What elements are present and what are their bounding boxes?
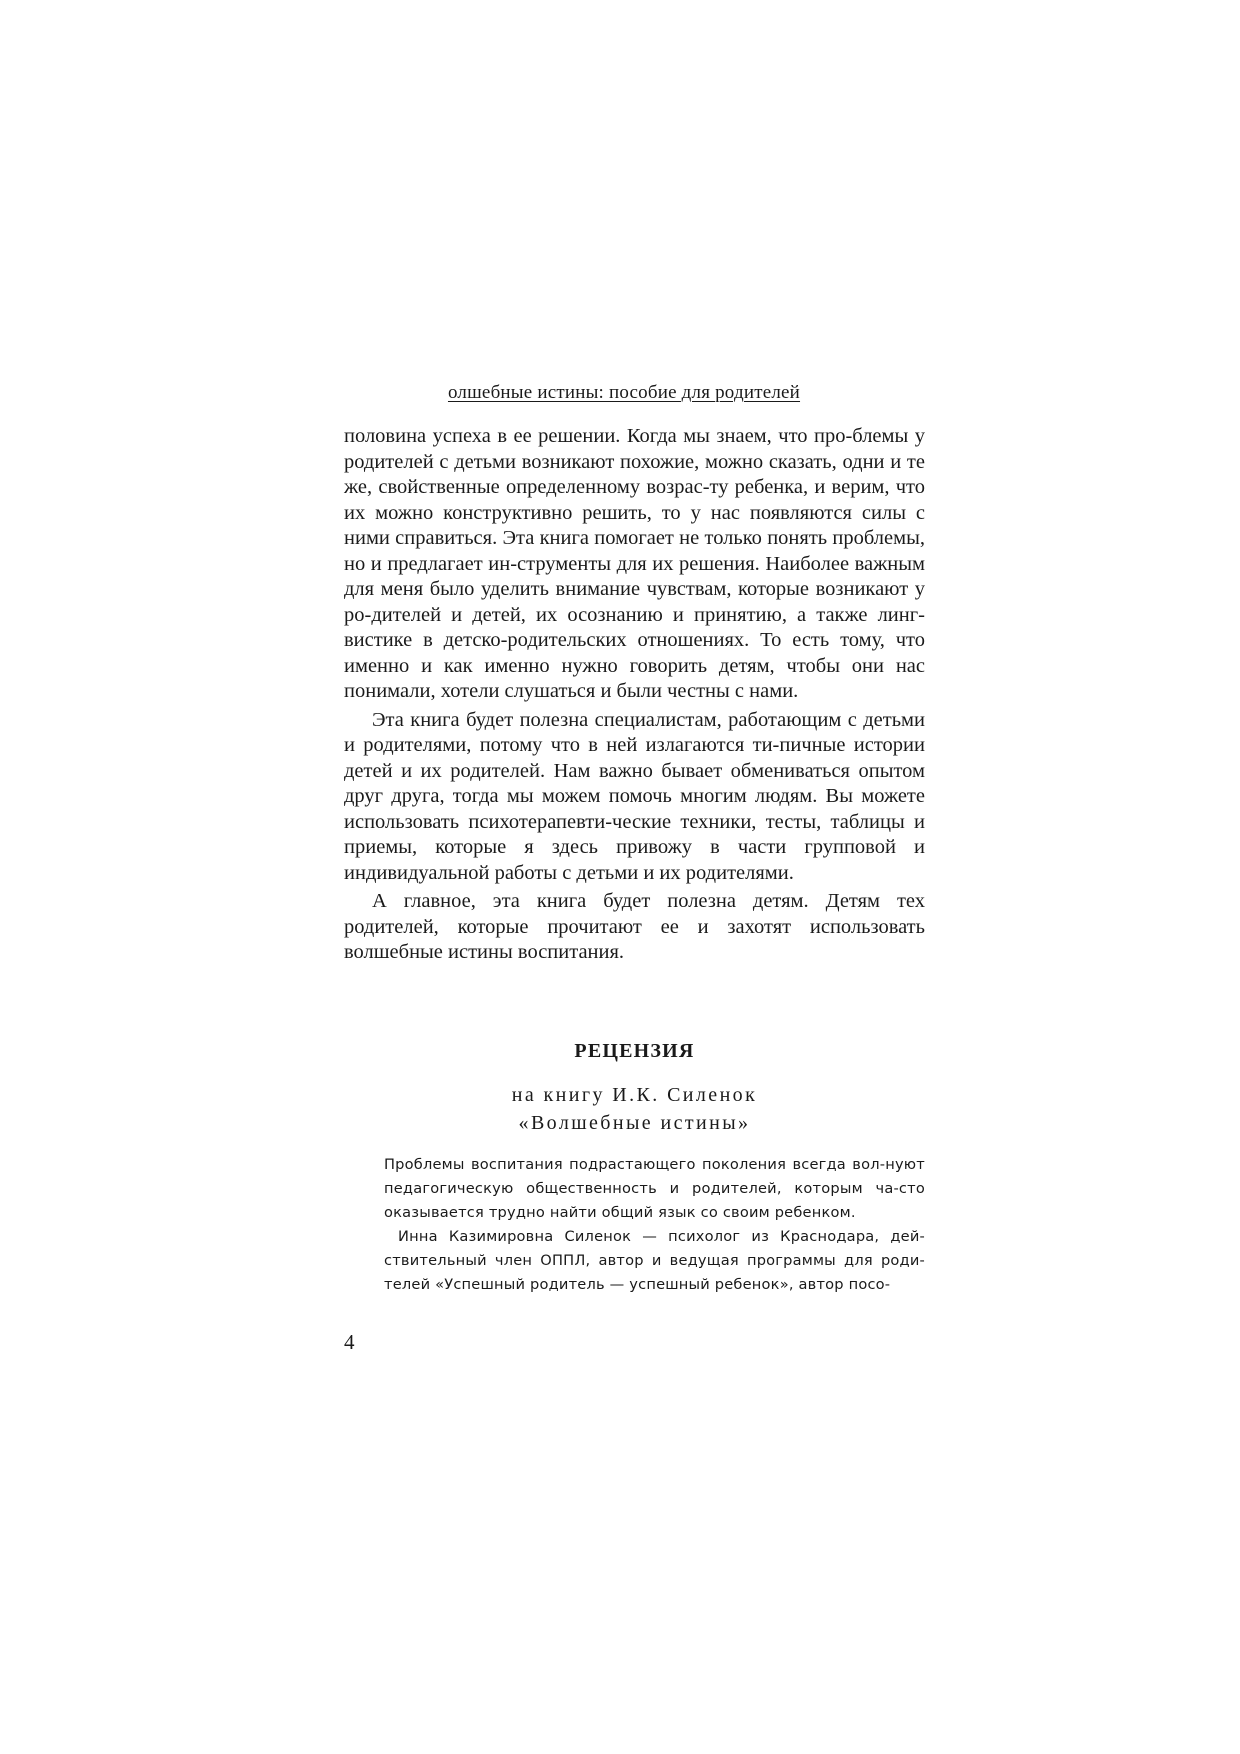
running-header-text: олшебные истины: пособие для родителей [447, 382, 801, 403]
review-subtitle-line: на книгу И.К. Силенок [511, 1084, 758, 1106]
body-paragraph: Эта книга будет полезна специалистам, работающим с детьми и родителями, потому что в ней излагаются ти-пичные истории детей и их родителей. Нам важно бывает обмениваться опытом друг друга, тогда мы можем помочь многим людям. Вы можете использовать психотерапевти-ческие техники, тесты, таблицы и приемы, которые я здесь привожу в части групповой и индивидуальной работы с детьми и их родителями. [344, 708, 925, 884]
body-paragraph: половина успеха в ее решении. Когда мы знаем, что про-блемы у родителей с детьми возникают похожие, можно сказать, одни и те же, свойственные определенному возрас-ту ребенка, и верим, что их можно конструктивно решить, то у нас появляются силы с ними справиться. Эта книга помогает не только понять проблемы, но и предлагает ин-струменты для их решения. Наиболее важным для меня было уделить внимание чувствам, которые возникают у ро-дителей и детей, их осознанию и принятию, а также линг-вистике в детско-родительских отношениях. То есть тому, что именно и как именно нужно говорить детям, чтобы они нас понимали, хотели слушаться и были честны с нами. [344, 425, 925, 702]
body-text [344, 424, 925, 969]
review-text [384, 1153, 925, 1297]
review-heading-block [344, 1040, 925, 1137]
page-number: 4 [344, 1330, 355, 1354]
review-title: РЕЦЕНЗИЯ [574, 1040, 695, 1062]
review-paragraph: Инна Казимировна Силенок — психолог из Краснодара, дей-ствительный член ОППЛ, автор и ведущая программы для роди-телей «Успешный родитель — успешный ребенок», автор посо- [384, 1228, 925, 1293]
running-header [0, 382, 1240, 404]
body-paragraph: А главное, эта книга будет полезна детям. Детям тех родителей, которые прочитают ее и захотят использовать волшебные истины воспитания. [344, 890, 925, 963]
review-subtitle-line: «Волшебные истины» [518, 1112, 751, 1134]
review-paragraph: Проблемы воспитания подрастающего поколения всегда вол-нуют педагогическую общественность и родителей, которым ча-сто оказывается трудно найти общий язык со своим ребенком. [384, 1156, 925, 1221]
review-subtitle [344, 1081, 925, 1137]
